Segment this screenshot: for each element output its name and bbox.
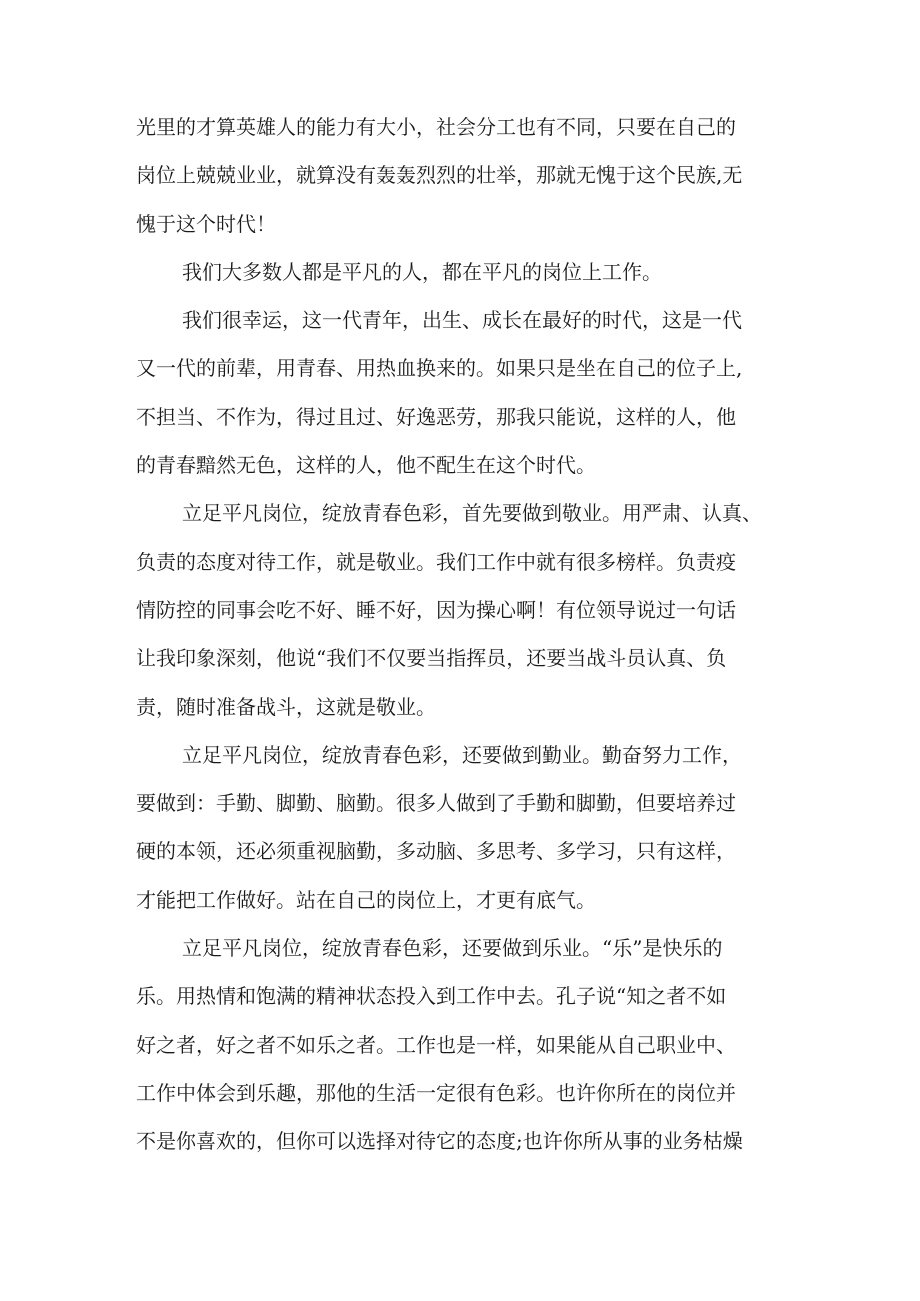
paragraph bbox=[136, 731, 796, 924]
text-line: 光里的才算英雄人的能力有大小，社会分工也有不同，只要在自己的 bbox=[136, 115, 736, 139]
paragraph bbox=[136, 489, 796, 730]
text-line: 不担当、不作为，得过且过、好逸恶劳，那我只能说，这样的人，他 bbox=[136, 404, 736, 429]
text-line: 硬的本领，还必须重视脑勤，多动脑、多思考、多学习，只有这样， bbox=[136, 839, 736, 864]
text-line: 负责的态度对待工作，就是敬业。我们工作中就有很多榜样。负责疫 bbox=[136, 549, 736, 574]
text-line: 不是你喜欢的，但你可以选择对待它的态度;也许你所从事的业务枯燥 bbox=[136, 1129, 743, 1154]
text-line: 才能把工作做好。站在自己的岗位上，才更有底气。 bbox=[136, 887, 596, 912]
text-line: 乐。用热情和饱满的精神状态投入到工作中去。孔子说“知之者不如 bbox=[136, 984, 727, 1009]
paragraph bbox=[136, 103, 796, 248]
paragraph bbox=[136, 296, 796, 489]
text-line: 的青春黯然无色，这样的人，他不配生在这个时代。 bbox=[136, 453, 596, 478]
text-line: 我们很幸运，这一代青年，出生、成长在最好的时代，这是一代 bbox=[182, 308, 742, 333]
text-line: 我们大多数人都是平凡的人，都在平凡的岗位上工作。 bbox=[182, 259, 662, 284]
text-line: 岗位上兢兢业业，就算没有轰轰烈烈的壮举，那就无愧于这个民族,无 bbox=[136, 163, 743, 188]
text-line: 愧于这个时代！ bbox=[136, 211, 276, 236]
text-line: 工作中体会到乐趣，那他的生活一定很有色彩。也许你所在的岗位并 bbox=[136, 1080, 736, 1105]
text-line: 又一代的前辈，用青春、用热血换来的。如果只是坐在自己的位子上, bbox=[136, 356, 743, 381]
paragraph bbox=[136, 248, 796, 296]
text-line: 让我印象深刻，他说“我们不仅要当指挥员，还要当战斗员认真、负 bbox=[136, 646, 727, 671]
text-line: 立足平凡岗位，绽放青春色彩，还要做到勤业。勤奋努力工作， bbox=[182, 742, 742, 767]
text-line: 要做到：手勤、脚勤、脑勤。很多人做到了手勤和脚勤，但要培养过 bbox=[136, 791, 736, 816]
paragraph bbox=[136, 924, 796, 1165]
text-line: 立足平凡岗位，绽放青春色彩，首先要做到敬业。用严肃、认真、 bbox=[182, 501, 762, 526]
text-line: 情防控的同事会吃不好、睡不好，因为操心啊！有位领导说过一句话 bbox=[136, 597, 736, 622]
document-page bbox=[136, 103, 796, 1166]
text-line: 立足平凡岗位，绽放青春色彩，还要做到乐业。“乐”是快乐的 bbox=[182, 936, 723, 961]
text-line: 好之者，好之者不如乐之者。工作也是一样，如果能从自己职业中、 bbox=[136, 1032, 736, 1057]
text-line: 责，随时准备战斗，这就是敬业。 bbox=[136, 694, 436, 719]
